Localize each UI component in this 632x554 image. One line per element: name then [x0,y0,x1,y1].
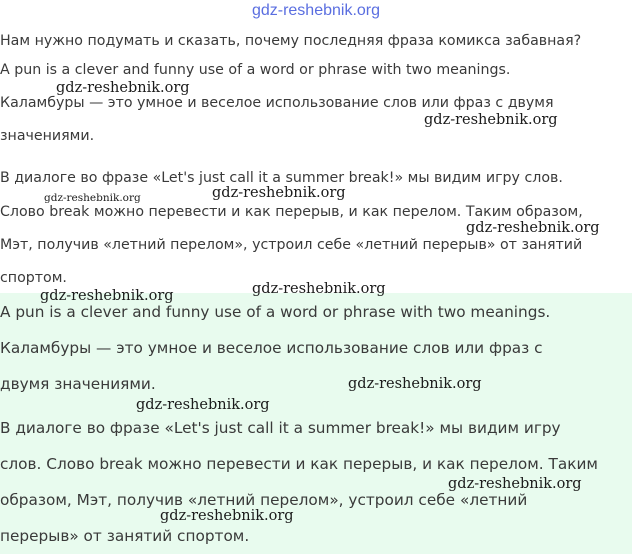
definition-ru-line-1: Каламбуры — это умное и веселое использование слов или фраз с двумя [0,95,554,111]
explanation-line-1: В диалоге во фразе «Let's just call it a summer break!» мы видим игру слов. [0,170,563,186]
explanation-line-3: Мэт, получив «летний перелом», устроил себе «летний перерыв» от занятий [0,237,583,253]
watermark: gdz-reshebnik.org [44,192,141,204]
watermark: gdz-reshebnik.org [136,397,270,413]
watermark: gdz-reshebnik.org [424,112,558,128]
site-header-link[interactable]: gdz-reshebnik.org [251,2,381,19]
watermark: gdz-reshebnik.org [160,508,294,524]
answer-section [0,293,632,554]
answer-explanation-line-1: В диалоге во фразе «Let's just call it a summer break!» мы видим игру [0,419,561,437]
answer-definition-en: A pun is a clever and funny use of a word or phrase with two meanings. [0,303,551,321]
answer-explanation-line-2: слов. Слово break можно перевести и как перерыв, и как перелом. Таким [0,455,598,473]
question-text: Нам нужно подумать и сказать, почему последняя фраза комикса забавная? [0,33,582,49]
explanation-line-2: Слово break можно перевести и как перерыв, и как перелом. Таким образом, [0,204,583,220]
answer-definition-ru-line-2: двумя значениями. [0,375,156,393]
watermark: gdz-reshebnik.org [348,376,482,392]
explanation-line-4: спортом. [0,270,67,286]
answer-explanation-line-4: перерыв» от занятий спортом. [0,527,250,545]
watermark: gdz-reshebnik.org [56,80,190,96]
definition-en: A pun is a clever and funny use of a word or phrase with two meanings. [0,62,511,78]
answer-explanation-line-3: образом, Мэт, получив «летний перелом», устроил себе «летний [0,491,528,509]
answer-definition-ru-line-1: Каламбуры — это умное и веселое использование слов или фраз с [0,339,543,357]
watermark: gdz-reshebnik.org [252,281,386,297]
watermark: gdz-reshebnik.org [212,185,346,201]
watermark: gdz-reshebnik.org [466,220,600,236]
watermark: gdz-reshebnik.org [40,288,174,304]
definition-ru-line-2: значениями. [0,128,95,144]
watermark: gdz-reshebnik.org [448,476,582,492]
